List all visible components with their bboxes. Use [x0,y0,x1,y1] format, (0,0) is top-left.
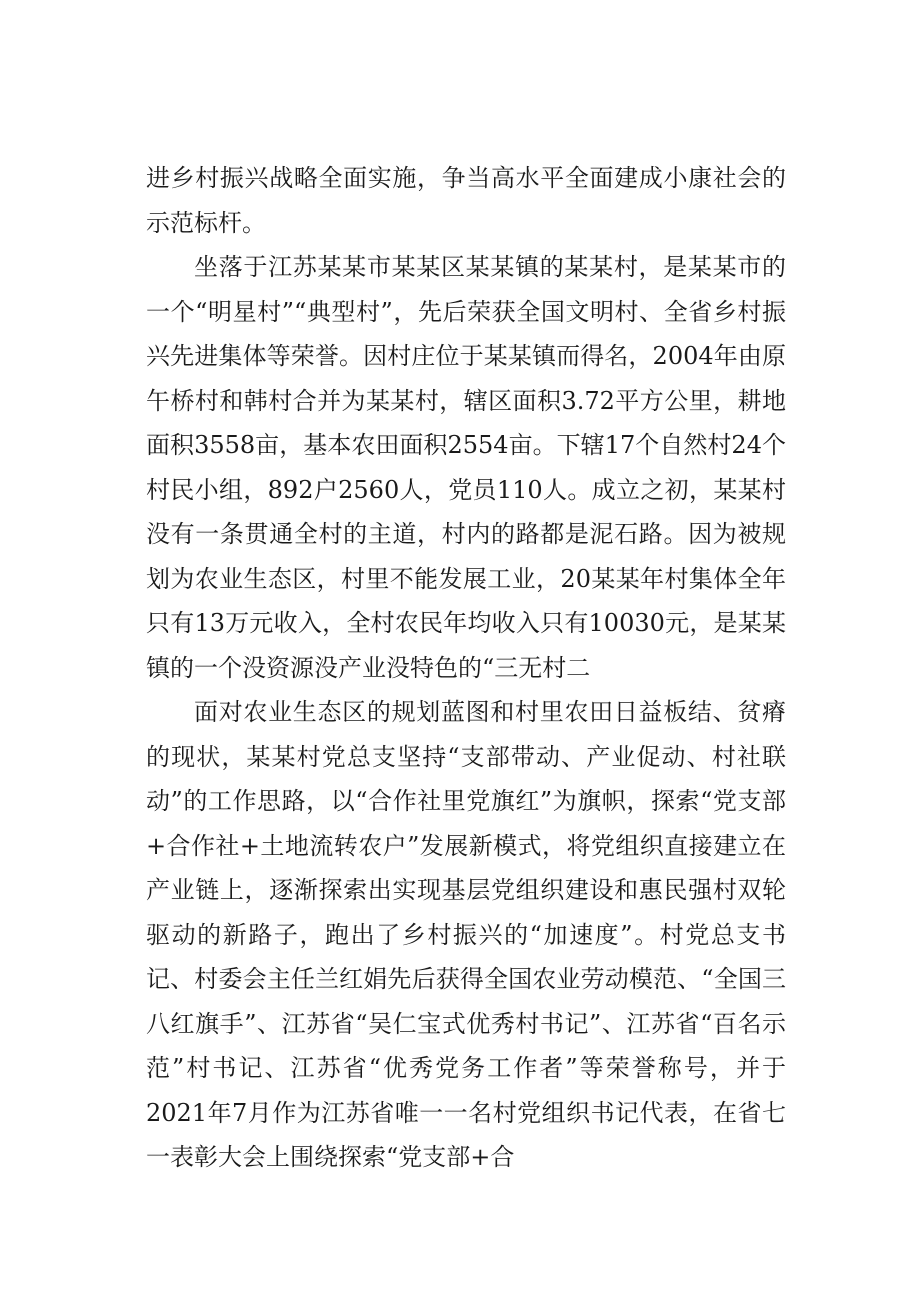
paragraph-continuation: 进乡村振兴战略全面实施，争当高水平全面建成小康社会的示范标杆。 [146,164,786,237]
paragraph-party-branch: 面对农业生态区的规划蓝图和村里农田日益板结、贫瘠的现状，某某村党总支坚持“支部带动、产业促动、村社联动”的工作思路，以“合作社里党旗红”为旗帜，探索“党支部+合作社+土地流转农户”发展新模式，将党组织直接建立在产业链上，逐渐探索出实现基层党组织建设和惠民强村双轮驱动的新路子，跑出了乡村振兴的“加速度”。村党总支书记、村委会主任兰红娟先后获得全国农业劳动模范、“全国三八红旗手”、江苏省“吴仁宝式优秀村书记”、江苏省“百名示范”村书记、江苏省“优秀党务工作者”等荣誉称号，并于2021年7月作为江苏省唯一一名村党组织书记代表，在省七一表彰大会上围绕探索“党支部+合 [146,698,786,1171]
document-body [146,156,786,1180]
paragraph-village-intro: 坐落于江苏某某市某某区某某镇的某某村，是某某市的一个“明星村”“典型村”，先后荣获全国文明村、全省乡村振兴先进集体等荣誉。因村庄位于某某镇而得名，2004年由原午桥村和韩村合并为某某村，辖区面积3.72平方公里，耕地面积3558亩，基本农田面积2554亩。下辖17个自然村24个村民小组，892户2560人，党员110人。成立之初，某某村没有一条贯通全村的主道，村内的路都是泥石路。因为被规划为农业生态区，村里不能发展工业，20某某年村集体全年只有13万元收入，全村农民年均收入只有10030元，是某某镇的一个没资源没产业没特色的“三无村二 [146,253,786,682]
